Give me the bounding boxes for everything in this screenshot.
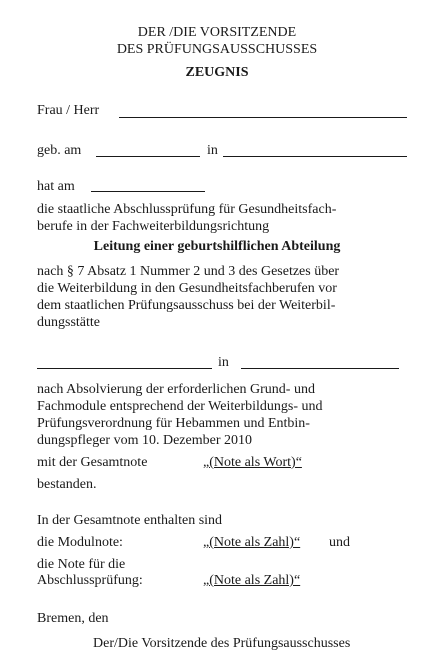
module-line-1: nach Absolvierung der erforderlichen Grund- und [37,382,315,397]
exam-date-blank-line [91,191,205,192]
birth-date-blank-line [96,156,200,157]
module-grade-label: die Modulnote: [37,535,123,550]
law-line-2: die Weiterbildung in den Gesundheitsfachberufen vor [37,281,337,296]
birth-place-blank-line [223,156,407,157]
header-line-2: DES PRÜFUNGSAUSSCHUSSES [116,42,318,57]
has-on-label: hat am [37,179,75,194]
header-line-1: DER /DIE VORSITZENDE [137,25,297,40]
module-line-4: dungspfleger vom 10. Dezember 2010 [37,433,252,448]
institution-blank-line [37,368,212,369]
module-grade-value: „(Note als Zahl)“ [203,535,301,550]
name-blank-line [119,117,407,118]
law-line-4: dungsstätte [37,315,100,330]
born-on-label: geb. am [37,143,82,158]
exam-line-1: die staatliche Abschlussprüfung für Gesundheitsfach- [37,202,337,217]
born-in-label: in [207,143,218,158]
place-date-label: Bremen, den [37,611,109,626]
passed-text: bestanden. [37,477,97,492]
signature-label: Der/Die Vorsitzende des Prüfungsausschusses [93,636,351,651]
law-line-3: dem staatlichen Prüfungsausschuss bei der Weiterbil- [37,298,336,313]
institution-place-blank-line [241,368,399,369]
specialization-title: Leitung einer geburtshilflichen Abteilung [93,239,341,254]
final-grade-label-line-2: Abschlussprüfung: [37,573,143,588]
overall-grade-value: „(Note als Wort)“ [203,455,302,470]
salutation-label: Frau / Herr [37,103,100,118]
law-line-1: nach § 7 Absatz 1 Nummer 2 und 3 des Gesetzes über [37,264,340,279]
module-line-2: Fachmodule entsprechend der Weiterbildungs- und [37,399,323,414]
and-text: und [329,535,350,550]
final-grade-label-line-1: die Note für die [37,557,126,572]
overall-grade-label: mit der Gesamtnote [37,455,148,470]
final-grade-value: „(Note als Zahl)“ [203,573,301,588]
module-line-3: Prüfungsverordnung für Hebammen und Entbin- [37,416,310,431]
document-title: ZEUGNIS [185,65,249,80]
exam-line-2: berufe in der Fachweiterbildungsrichtung [37,219,270,234]
included-grades-label: In der Gesamtnote enthalten sind [37,513,223,528]
place-in-label: in [218,355,229,370]
